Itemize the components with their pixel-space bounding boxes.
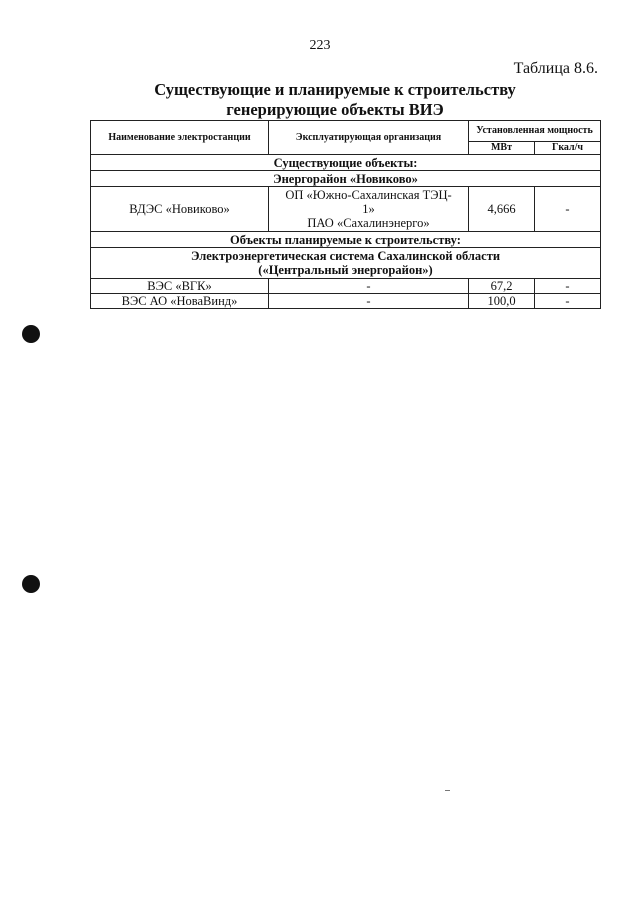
section-row-existing — [91, 155, 601, 171]
group-row-novikovo — [91, 171, 601, 187]
header-mw: МВт — [469, 142, 535, 155]
operator-cell — [269, 187, 469, 232]
section-label: Объекты планируемые к строительству: — [91, 232, 601, 248]
group-row-central — [91, 248, 601, 279]
station-name-cell: ВЭС «ВГК» — [91, 279, 269, 294]
station-name-cell: ВЭС АО «НоваВинд» — [91, 294, 269, 309]
operator-cell: - — [269, 279, 469, 294]
table-row — [91, 294, 601, 309]
table-header-row — [91, 121, 601, 142]
operator-cell: - — [269, 294, 469, 309]
operator-line: 1» — [362, 202, 375, 216]
header-operator: Эксплуатирующая организация — [269, 121, 469, 155]
generation-objects-table — [90, 120, 601, 309]
mw-cell: 4,666 — [469, 187, 535, 232]
station-name-cell: ВДЭС «Новиково» — [91, 187, 269, 232]
header-station-name: Наименование электростанции — [91, 121, 269, 155]
section-row-planned — [91, 232, 601, 248]
gcal-cell: - — [535, 294, 601, 309]
document-title: Существующие и планируемые к строительству генерирующие объекты ВИЭ — [154, 80, 516, 119]
scan-speck — [445, 790, 450, 791]
operator-line: ОП «Южно-Сахалинская ТЭЦ- — [285, 188, 452, 202]
table-caption: Таблица 8.6. — [513, 60, 598, 77]
punch-hole-mark — [22, 325, 40, 343]
group-label-line: («Центральный энергорайон») — [258, 263, 433, 277]
header-gcal: Гкал/ч — [535, 142, 601, 155]
mw-cell: 67,2 — [469, 279, 535, 294]
group-label-line: Электроэнергетическая система Сахалинской области — [190, 249, 501, 263]
gcal-cell: - — [535, 187, 601, 232]
group-label — [91, 248, 601, 279]
header-capacity: Установленная мощность — [469, 121, 601, 142]
group-label: Энергорайон «Новиково» — [91, 171, 601, 187]
punch-hole-mark — [22, 575, 40, 593]
table-row — [91, 187, 601, 232]
page-number: 223 — [309, 38, 331, 53]
section-label: Существующие объекты: — [91, 155, 601, 171]
gcal-cell: - — [535, 279, 601, 294]
operator-line: ПАО «Сахалинэнерго» — [307, 216, 430, 230]
mw-cell: 100,0 — [469, 294, 535, 309]
table-row — [91, 279, 601, 294]
